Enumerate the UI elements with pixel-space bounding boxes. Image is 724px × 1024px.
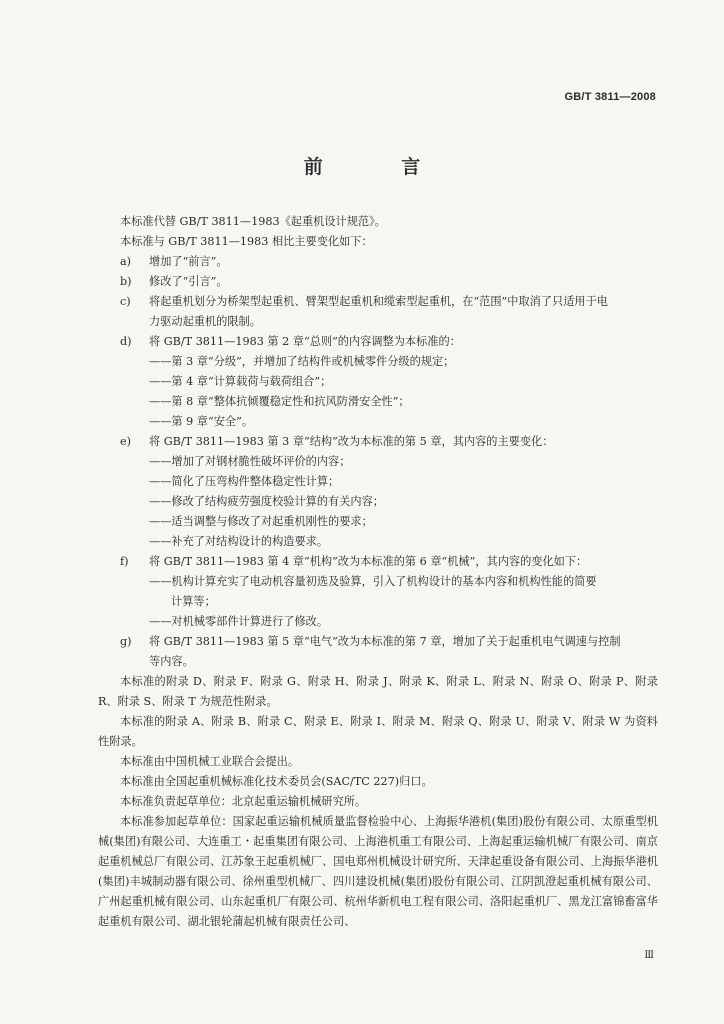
list-text: 将起重机划分为桥架型起重机、臂架型起重机和缆索型起重机，在“范围”中取消了只适用于电	[149, 295, 608, 308]
list-item-a	[98, 252, 658, 272]
list-text: 将 GB/T 3811—1983 第 4 章“机构”改为本标准的第 6 章“机械”，其内容的变化如下：	[149, 555, 588, 568]
sub-item: ——对机械零部件计算进行了修改。	[149, 615, 329, 628]
list-text: 修改了“引言”。	[149, 275, 228, 288]
sub-item-continuation: 计算等；	[171, 595, 216, 608]
list-text: 将 GB/T 3811—1983 第 5 章“电气”改为本标准的第 7 章，增加了关于起重机电气调速与控制	[149, 635, 621, 648]
list-text: 增加了“前言”。	[149, 255, 228, 268]
list-text: 将 GB/T 3811—1983 第 3 章“结构”改为本标准的第 5 章，其内容的主要变化：	[149, 435, 554, 448]
paragraph-centralized-by: 本标准由全国起重机械标准化技术委员会(SAC/TC 227)归口。	[120, 775, 433, 788]
paragraph-drafter: 本标准负责起草单位：北京起重运输机械研究所。	[120, 795, 367, 808]
list-item-f	[98, 552, 658, 572]
page-number: Ⅲ	[644, 950, 654, 961]
intro-line-1: 本标准代替 GB/T 3811—1983《起重机设计规范》。	[120, 215, 386, 228]
list-label: g)	[120, 635, 132, 648]
sub-item: ——第 9 章“安全”。	[149, 415, 253, 428]
sub-item: ——第 4 章“计算载荷与载荷组合”；	[149, 375, 332, 388]
list-label: d)	[120, 335, 132, 348]
paragraph-proposed-by: 本标准由中国机械工业联合会提出。	[120, 755, 300, 768]
standard-code: GB/T 3811—2008	[564, 91, 656, 103]
list-item-d	[98, 332, 658, 352]
list-text: 将 GB/T 3811—1983 第 2 章“总则”的内容调整为本标准的：	[149, 335, 461, 348]
intro-line-2: 本标准与 GB/T 3811—1983 相比主要变化如下：	[120, 235, 373, 248]
list-label: b)	[120, 275, 132, 288]
sub-item: ——简化了压弯构件整体稳定性计算；	[149, 475, 340, 488]
sub-item: ——补充了对结构设计的构造要求。	[149, 535, 329, 548]
sub-item: ——第 3 章“分级”，并增加了结构件或机械零件分级的规定；	[149, 355, 455, 368]
sub-item: ——适当调整与修改了对起重机刚性的要求；	[149, 515, 373, 528]
list-item-c	[98, 292, 658, 312]
list-item-g	[98, 632, 658, 652]
list-continuation: 力驱动起重机的限制。	[149, 315, 261, 328]
sub-item: ——第 8 章“整体抗倾覆稳定性和抗风防滑安全性”；	[149, 395, 410, 408]
list-label: c)	[120, 295, 131, 308]
sub-item: ——增加了对钢材脆性破坏评价的内容；	[149, 455, 351, 468]
list-item-b	[98, 272, 658, 292]
page-title: 前 言	[303, 156, 457, 178]
list-label: e)	[120, 435, 131, 448]
list-continuation: 等内容。	[149, 655, 194, 668]
list-label: a)	[120, 255, 132, 268]
list-item-e	[98, 432, 658, 452]
sub-item: ——机构计算充实了电动机容量初选及验算，引入了机构设计的基本内容和机构性能的简要	[149, 575, 597, 588]
paragraph-participants: 本标准参加起草单位：国家起重运输机械质量监督检验中心、上海振华港机(集团)股份有限公司、太原重型机械(集团)有限公司、大连重工・起重集团有限公司、上海港机重工有限公司、上海起重运输机械厂有限公司、南京起重机械总厂有限公司、江苏象王起重机械厂、国电郑州机械设计研究所、天津起重设备有限公司、上海振华港机(集团)丰城制动器有限公司、徐州重型机械厂、四川建设机械(集团)股份有限公司、江阴凯澄起重机械有限公司、广州起重机械有限公司、山东起重机厂有限公司、杭州华新机电工程有限公司、洛阳起重机厂、黑龙江富锦畜富华起重机有限公司、湖北银轮蒲起机械有限责任公司、	[98, 815, 658, 928]
paragraph-normative-annexes: 本标准的附录 D、附录 F、附录 G、附录 H、附录 J、附录 K、附录 L、附录 N、附录 O、附录 P、附录 R、附录 S、附录 T 为规范性附录。	[98, 675, 658, 708]
sub-item: ——修改了结构疲劳强度校验计算的有关内容；	[149, 495, 384, 508]
paragraph-informative-annexes: 本标准的附录 A、附录 B、附录 C、附录 E、附录 I、附录 M、附录 Q、附录 U、附录 V、附录 W 为资料性附录。	[98, 715, 658, 748]
list-label: f)	[120, 555, 129, 568]
document-body	[98, 212, 658, 932]
